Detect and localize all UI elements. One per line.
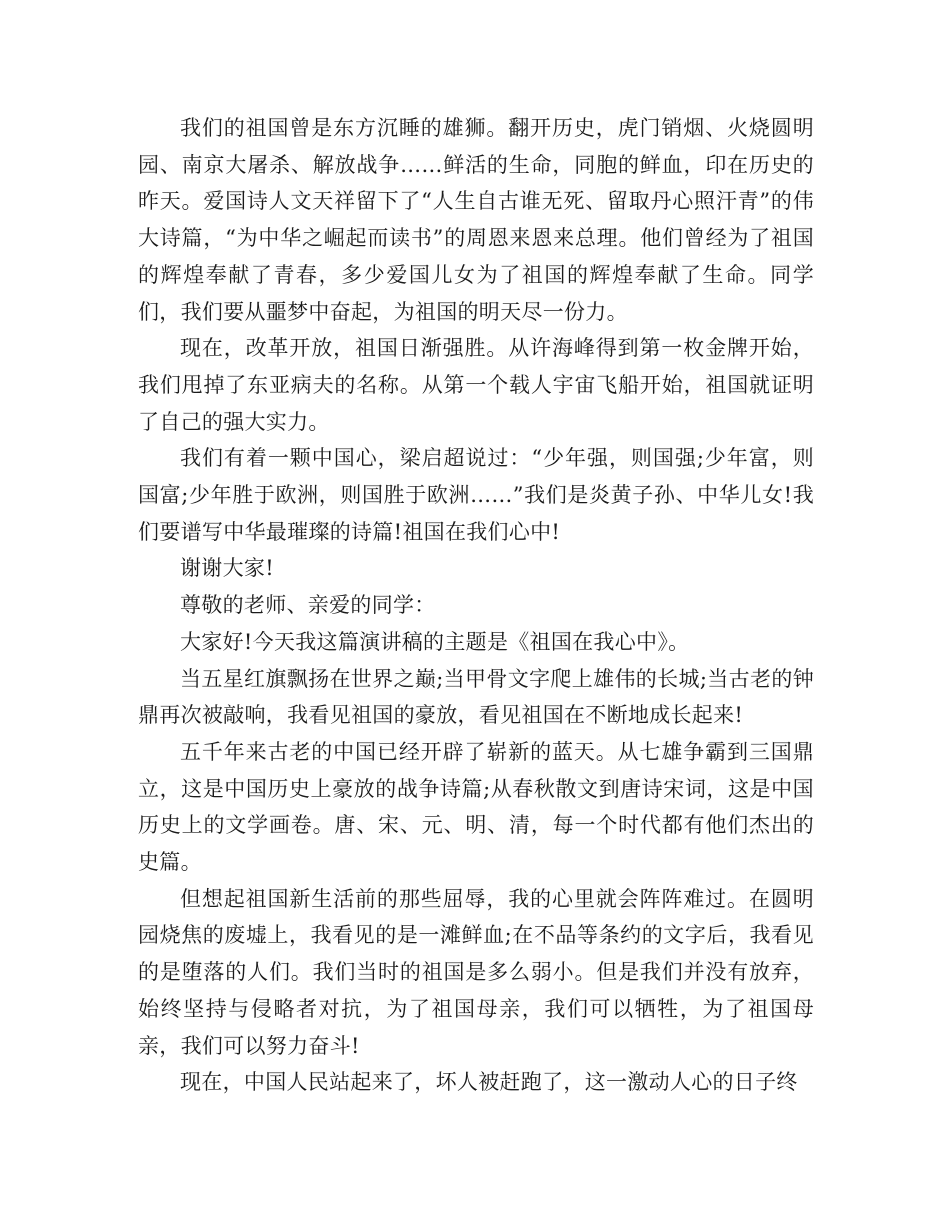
paragraph-6: 大家好!今天我这篇演讲稿的主题是《祖国在我心中》。: [180, 629, 690, 654]
paragraph-10: 现在，中国人民站起来了，坏人被赶跑了，这一激动人心的日子终: [180, 1070, 798, 1095]
paragraph-5: 尊敬的老师、亲爱的同学：: [180, 593, 436, 618]
document-body: [138, 110, 814, 1101]
paragraph-9: 但想起祖国新生活前的那些屈辱，我的心里就会阵阵难过。在圆明园烧焦的废墟上，我看见的是一滩鲜血;在不品等条约的文字后，我看见的是堕落的人们。我们当时的祖国是多么弱小。但是我们并没有放弃，始终坚持与侵略者对抗，为了祖国母亲，我们可以牺牲，为了祖国母亲，我们可以努力奋斗!: [138, 886, 814, 1058]
paragraph-7: 当五星红旗飘扬在世界之巅;当甲骨文字爬上雄伟的长城;当古老的钟鼎再次被敲响，我看见祖国的豪放，看见祖国在不断地成长起来!: [138, 666, 814, 728]
paragraph-3: 我们有着一颗中国心，梁启超说过：“少年强，则国强;少年富，则国富;少年胜于欧洲，则国胜于欧洲……”我们是炎黄子孙、中华儿女!我们要谱写中华最璀璨的诗篇!祖国在我们心中!: [138, 446, 814, 544]
paragraph-8: 五千年来古老的中国已经开辟了崭新的蓝天。从七雄争霸到三国鼎立，这是中国历史上豪放的战争诗篇;从春秋散文到唐诗宋词，这是中国历史上的文学画卷。唐、宋、元、明、清，每一个时代都有他们杰出的史篇。: [138, 739, 814, 875]
paragraph-1: 我们的祖国曾是东方沉睡的雄狮。翻开历史，虎门销烟、火烧圆明园、南京大屠杀、解放战争……鲜活的生命，同胞的鲜血，印在历史的昨天。爱国诗人文天祥留下了“人生自古谁无死、留取丹心照汗青”的伟大诗篇，“为中华之崛起而读书”的周恩来恩来总理。他们曾经为了祖国的辉煌奉献了青春，多少爱国儿女为了祖国的辉煌奉献了生命。同学们，我们要从噩梦中奋起，为祖国的明天尽一份力。: [138, 116, 814, 324]
paragraph-2: 现在，改革开放，祖国日渐强胜。从许海峰得到第一枚金牌开始，我们甩掉了东亚病夫的名称。从第一个载人宇宙飞船开始，祖国就证明了自己的强大实力。: [138, 336, 814, 434]
paragraph-4: 谢谢大家!: [180, 556, 274, 581]
